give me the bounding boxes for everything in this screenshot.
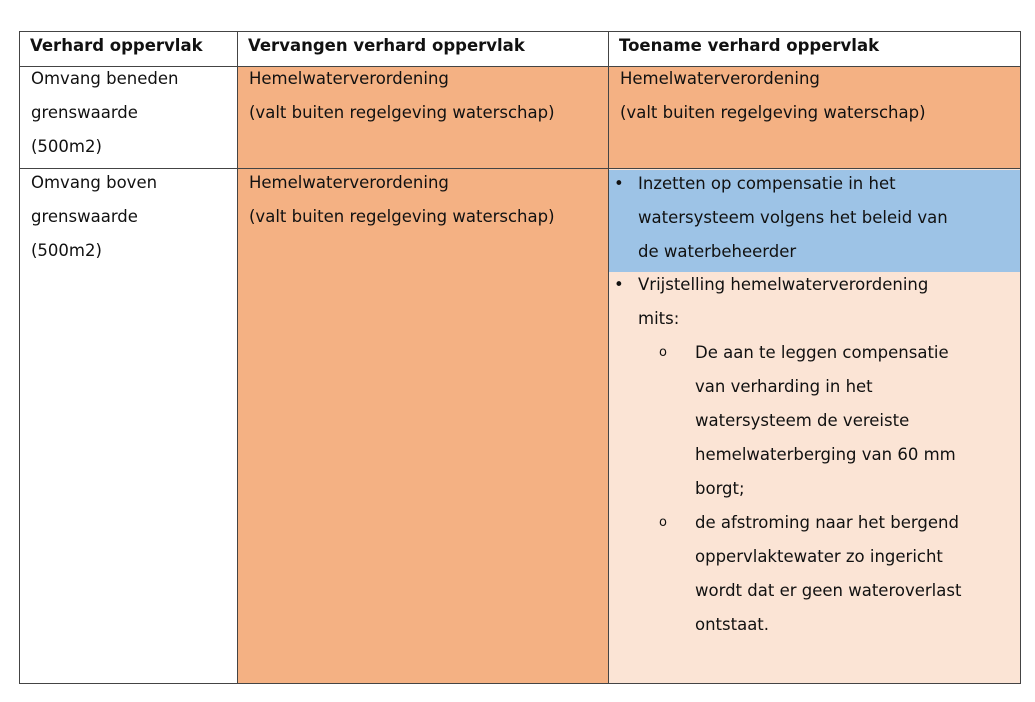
sub-bullet-glyph: o [659,345,667,360]
text-line: De aan te leggen compensatie [695,343,949,362]
text-line: mits: [638,309,680,328]
text-line: van verharding in het [695,377,873,396]
text-line: borgt; [695,479,745,498]
text-line: (valt buiten regelgeving waterschap) [620,103,926,122]
text-line: (valt buiten regelgeving waterschap) [249,207,555,226]
sub-bullet-glyph: o [659,515,667,530]
text-line: Vrijstelling hemelwaterverordening [638,275,929,294]
row1-toename [608,66,1021,169]
text-line: (valt buiten regelgeving waterschap) [249,103,555,122]
text-line: Hemelwaterverordening [620,69,820,88]
text-line: Omvang boven [31,173,158,192]
header-verhard: Verhard oppervlak [19,31,238,67]
text-line: hemelwaterberging van 60 mm [695,445,956,464]
text-line: Hemelwaterverordening [249,69,449,88]
text-line: grenswaarde [31,103,138,122]
header-vervangen: Vervangen verhard oppervlak [237,31,609,67]
text-line: watersysteem volgens het beleid van [638,208,948,227]
row2-toename [608,168,1021,684]
text-line: grenswaarde [31,207,138,226]
text-line: (500m2) [31,137,102,156]
row1-label [19,66,238,169]
text-line: wordt dat er geen wateroverlast [695,581,962,600]
bullet-compensatie [609,170,1020,272]
row2-label [19,168,238,684]
text-line: (500m2) [31,241,102,260]
header-toename: Toename verhard oppervlak [608,31,1021,67]
text-line: Omvang beneden [31,69,179,88]
text-line: oppervlaktewater zo ingericht [695,547,943,566]
row1-vervangen [237,66,609,169]
text-line: Inzetten op compensatie in het [638,174,896,193]
bullet-glyph: • [614,275,624,294]
text-line: de afstroming naar het bergend [695,513,959,532]
bullet-glyph: • [614,174,624,193]
row2-vervangen [237,168,609,684]
text-line: watersysteem de vereiste [695,411,910,430]
text-line: de waterbeheerder [638,242,797,261]
text-line: Hemelwaterverordening [249,173,449,192]
text-line: ontstaat. [695,615,770,634]
